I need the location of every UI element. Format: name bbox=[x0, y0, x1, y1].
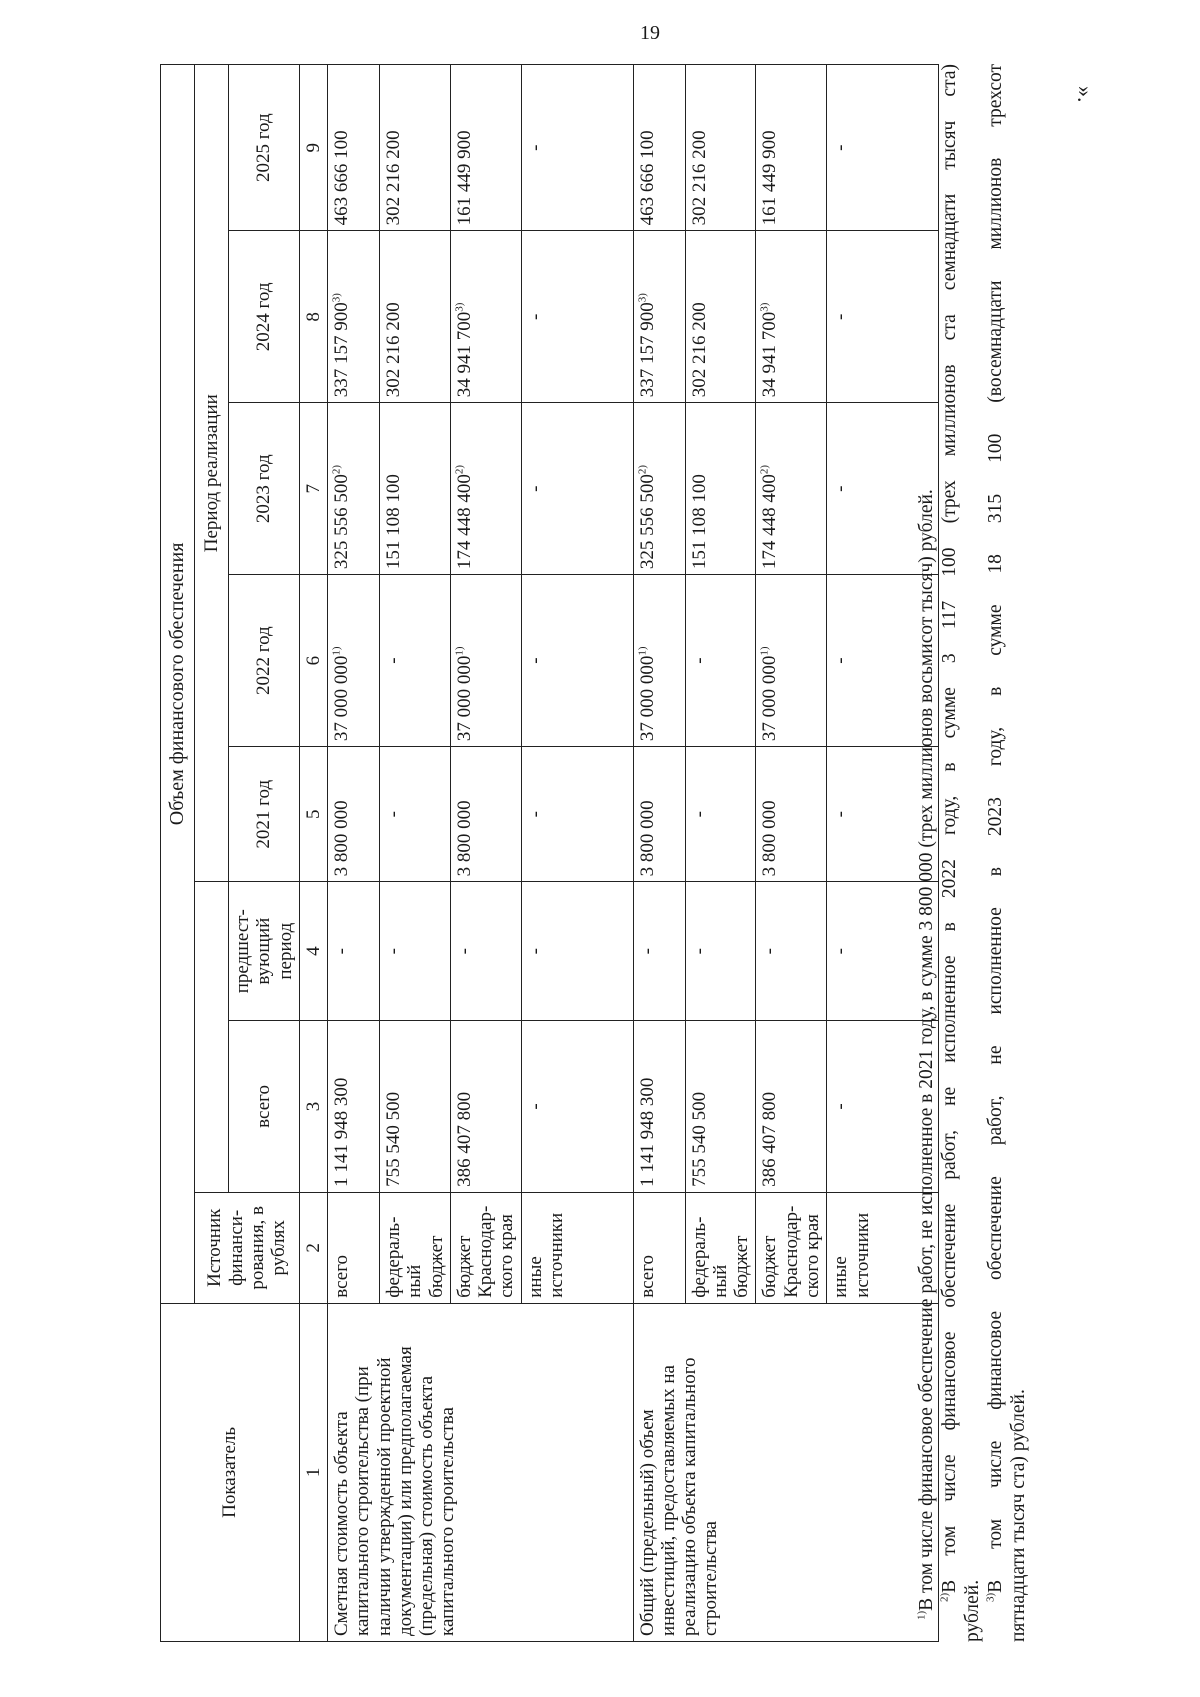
value-text: - bbox=[524, 657, 546, 664]
value-cell bbox=[328, 575, 380, 747]
col-num: 1 bbox=[299, 1303, 327, 1641]
footnote-mark: 2) bbox=[636, 465, 649, 475]
value-text: 302 216 200 bbox=[383, 130, 405, 226]
value-cell bbox=[633, 747, 685, 882]
value-text: - bbox=[688, 657, 710, 664]
header-2022: 2022 год bbox=[229, 575, 300, 747]
value-cell bbox=[633, 231, 685, 403]
footnote-2-tail: рублей. bbox=[962, 1579, 983, 1642]
value-cell bbox=[633, 403, 685, 575]
financing-table bbox=[160, 64, 939, 1642]
value-text: - bbox=[830, 811, 852, 818]
value-text: 302 216 200 bbox=[383, 302, 405, 398]
value-cell bbox=[756, 403, 827, 575]
header-previous: предшест-вующий период bbox=[229, 882, 300, 1021]
value-cell bbox=[521, 231, 633, 403]
value-text: - bbox=[830, 144, 852, 151]
value-cell bbox=[685, 575, 756, 747]
col-num: 6 bbox=[299, 575, 327, 747]
header-2023: 2023 год bbox=[229, 403, 300, 575]
col-num: 4 bbox=[299, 882, 327, 1021]
rotated-table-block bbox=[160, 64, 1085, 1642]
value-cell bbox=[450, 231, 521, 403]
table-row bbox=[633, 65, 685, 1642]
value-cell bbox=[521, 403, 633, 575]
value-text: - bbox=[383, 657, 405, 664]
value-cell bbox=[380, 65, 451, 231]
value-cell bbox=[380, 747, 451, 882]
value-text: 755 540 500 bbox=[688, 1091, 710, 1187]
table-title: Объем финансового обеспечения bbox=[161, 65, 195, 1304]
value-text: - bbox=[688, 811, 710, 818]
footnote-mark: 1) bbox=[453, 646, 466, 656]
value-cell bbox=[685, 403, 756, 575]
value-text: - bbox=[383, 948, 405, 955]
value-text: 3 800 000 bbox=[331, 800, 353, 877]
value-text: 1 141 948 300 bbox=[331, 1077, 353, 1187]
indicator-cell: Общий (предельный) объем инвестиций, предоставляемых на реализацию объекта капитального строительства bbox=[633, 1303, 939, 1641]
value-cell bbox=[380, 231, 451, 403]
value-text: - bbox=[830, 948, 852, 955]
value-cell bbox=[328, 231, 380, 403]
value-text: 34 941 700 bbox=[453, 311, 475, 398]
value-text: 174 448 400 bbox=[453, 474, 475, 570]
value-text: - bbox=[524, 1103, 546, 1110]
source-cell: бюджет Краснодар-ского края bbox=[756, 1192, 827, 1303]
value-text: 1 141 948 300 bbox=[636, 1077, 658, 1187]
header-period: Период реализации bbox=[195, 65, 229, 882]
footnote-mark: 1) bbox=[636, 646, 649, 656]
value-text: 386 407 800 bbox=[453, 1091, 475, 1187]
footnote-mark: 3) bbox=[330, 293, 343, 303]
value-text: 325 556 500 bbox=[636, 474, 658, 570]
value-text: - bbox=[688, 948, 710, 955]
source-cell: федераль-ный бюджет bbox=[380, 1192, 451, 1303]
footnote-mark: 1) bbox=[330, 646, 343, 656]
value-text: - bbox=[524, 948, 546, 955]
value-text: - bbox=[383, 811, 405, 818]
value-text: 302 216 200 bbox=[688, 302, 710, 398]
value-cell bbox=[450, 403, 521, 575]
value-text: 37 000 000 bbox=[331, 655, 353, 742]
footnote-mark: 3) bbox=[453, 302, 466, 312]
footnote-mark: 1) bbox=[759, 646, 772, 656]
table-body bbox=[328, 65, 939, 1642]
header-2021: 2021 год bbox=[229, 747, 300, 882]
value-text: - bbox=[524, 144, 546, 151]
value-text: 3 800 000 bbox=[453, 800, 475, 877]
value-cell bbox=[380, 882, 451, 1021]
value-cell bbox=[521, 882, 633, 1021]
value-cell bbox=[521, 1020, 633, 1192]
value-cell bbox=[633, 65, 685, 231]
value-text: - bbox=[830, 657, 852, 664]
value-cell bbox=[685, 747, 756, 882]
value-text: 151 108 100 bbox=[688, 474, 710, 570]
source-cell: федераль-ный бюджет bbox=[685, 1192, 756, 1303]
value-text: - bbox=[524, 313, 546, 320]
value-text: 161 449 900 bbox=[759, 130, 781, 226]
column-number-row bbox=[299, 65, 327, 1642]
value-cell bbox=[521, 747, 633, 882]
value-text: 34 941 700 bbox=[759, 311, 781, 398]
closing-quote: ». bbox=[1073, 86, 1098, 103]
footnotes bbox=[915, 64, 1030, 1642]
header-total: всего bbox=[229, 1020, 300, 1192]
col-num: 3 bbox=[299, 1020, 327, 1192]
value-text: 174 448 400 bbox=[759, 474, 781, 570]
indicator-cell: Сметная стоимость объекта капитального строительства (при наличии утвержденной проектной документации) или предполагаемая (предельная) стоимость объекта капитального строительства bbox=[328, 1303, 634, 1641]
value-text: 463 666 100 bbox=[331, 130, 353, 226]
table-row bbox=[328, 65, 380, 1642]
source-cell: всего bbox=[328, 1192, 380, 1303]
value-text: 161 449 900 bbox=[453, 130, 475, 226]
value-text: 37 000 000 bbox=[453, 655, 475, 742]
footnote-mark: 3) bbox=[636, 293, 649, 303]
header-blank bbox=[195, 882, 229, 1193]
footnote-2: $^{2)}$В том числе финансовое обеспечение работ, не исполненное в 2022 году, в сумме 3 117 100 (трех миллионов ста семнадцати тысяч ста) bbox=[938, 64, 960, 1602]
value-cell bbox=[328, 1020, 380, 1192]
col-num: 5 bbox=[299, 747, 327, 882]
value-cell bbox=[450, 882, 521, 1021]
value-text: 337 157 900 bbox=[331, 302, 353, 398]
footnote-mark: 2) bbox=[759, 465, 772, 475]
value-text: - bbox=[524, 485, 546, 492]
value-text: - bbox=[830, 313, 852, 320]
value-text: 3 800 000 bbox=[759, 800, 781, 877]
footnote-1: $^{1)}$В том числе финансовое обеспечение работ, не исполненное в 2021 году, в сумме 3 800 000 (трех миллионов восьмисот тысяч) рублей. bbox=[915, 489, 937, 1620]
page-number: 19 bbox=[640, 22, 660, 44]
value-cell bbox=[685, 882, 756, 1021]
value-cell bbox=[756, 882, 827, 1021]
value-text: - bbox=[830, 1103, 852, 1110]
value-text: 386 407 800 bbox=[759, 1091, 781, 1187]
value-cell bbox=[328, 403, 380, 575]
source-cell: иные источники bbox=[521, 1192, 633, 1303]
value-cell bbox=[328, 882, 380, 1021]
value-cell bbox=[756, 747, 827, 882]
value-cell bbox=[633, 1020, 685, 1192]
value-text: 151 108 100 bbox=[383, 474, 405, 570]
footnote-mark: 2) bbox=[330, 465, 343, 475]
value-text: 37 000 000 bbox=[636, 655, 658, 742]
value-cell bbox=[685, 231, 756, 403]
value-cell bbox=[328, 747, 380, 882]
header-indicator: Показатель bbox=[161, 1303, 300, 1641]
value-cell bbox=[450, 1020, 521, 1192]
value-text: - bbox=[524, 811, 546, 818]
value-text: 37 000 000 bbox=[759, 655, 781, 742]
value-text: - bbox=[759, 948, 781, 955]
header-2025: 2025 год bbox=[229, 65, 300, 231]
value-cell bbox=[756, 1020, 827, 1192]
value-cell bbox=[328, 65, 380, 231]
value-text: - bbox=[830, 485, 852, 492]
value-cell bbox=[756, 575, 827, 747]
value-cell bbox=[380, 575, 451, 747]
value-text: 463 666 100 bbox=[636, 130, 658, 226]
col-num: 2 bbox=[299, 1192, 327, 1303]
value-cell bbox=[521, 65, 633, 231]
value-text: 755 540 500 bbox=[383, 1091, 405, 1187]
value-text: 302 216 200 bbox=[688, 130, 710, 226]
header-source: Источник финанси-рования, в рублях bbox=[195, 1192, 300, 1303]
source-cell: всего bbox=[633, 1192, 685, 1303]
footnote-3: $^{3)}$В том числе финансовое обеспечение работ, не исполненное в 2023 году, в сумме 18 315 100 (восемнадцати миллионов трехсот bbox=[984, 64, 1006, 1602]
col-num: 7 bbox=[299, 403, 327, 575]
value-cell bbox=[380, 403, 451, 575]
value-cell bbox=[450, 747, 521, 882]
value-cell bbox=[756, 231, 827, 403]
value-cell bbox=[685, 1020, 756, 1192]
footnote-mark: 2) bbox=[453, 465, 466, 475]
value-cell bbox=[521, 575, 633, 747]
value-text: 337 157 900 bbox=[636, 302, 658, 398]
value-cell bbox=[685, 65, 756, 231]
source-cell: иные источники bbox=[827, 1192, 939, 1303]
value-cell bbox=[380, 1020, 451, 1192]
source-cell: бюджет Краснодар-ского края bbox=[450, 1192, 521, 1303]
col-num: 9 bbox=[299, 65, 327, 231]
value-text: - bbox=[331, 948, 353, 955]
value-cell bbox=[450, 65, 521, 231]
value-cell bbox=[450, 575, 521, 747]
footnote-mark: 3) bbox=[759, 302, 772, 312]
col-num: 8 bbox=[299, 231, 327, 403]
value-text: 3 800 000 bbox=[636, 800, 658, 877]
value-text: 325 556 500 bbox=[331, 474, 353, 570]
value-text: - bbox=[453, 948, 475, 955]
footnote-3-tail: пятнадцати тысяч ста) рублей. bbox=[1008, 1389, 1029, 1642]
value-cell bbox=[633, 882, 685, 1021]
value-text: - bbox=[636, 948, 658, 955]
value-cell bbox=[633, 575, 685, 747]
header-2024: 2024 год bbox=[229, 231, 300, 403]
value-cell bbox=[756, 65, 827, 231]
